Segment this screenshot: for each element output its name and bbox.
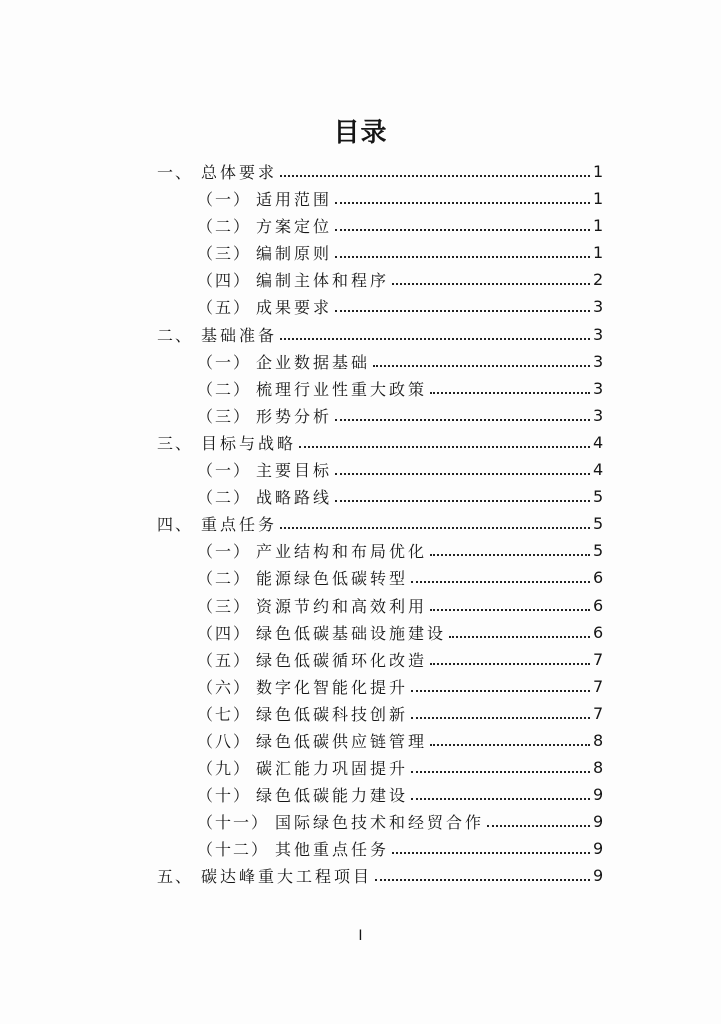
toc-entry-number: （一） — [197, 542, 252, 562]
toc-entry-line — [197, 619, 603, 646]
toc-entry-title: 总体要求 — [201, 163, 278, 182]
toc-entry-line — [197, 402, 603, 429]
toc-entry-number: （十） — [197, 786, 252, 806]
toc-dot-leader — [430, 609, 590, 611]
toc-entry-page: 2 — [593, 270, 604, 290]
toc-entry[interactable] — [0, 321, 721, 348]
toc-entry-line — [197, 212, 603, 239]
toc-entry-number: 四、 — [157, 515, 194, 535]
toc-entry-line — [197, 537, 603, 564]
toc-entry-line — [197, 592, 603, 619]
toc-entry-line — [157, 158, 603, 185]
toc-entry-line — [197, 348, 603, 375]
toc-entry-page: 6 — [593, 622, 604, 642]
toc-entry-page: 5 — [593, 541, 604, 561]
toc-entry-line — [197, 646, 603, 673]
toc-entry-page: 1 — [593, 243, 604, 263]
toc-entry-line — [197, 483, 603, 510]
toc-entry-number: （二） — [197, 569, 252, 589]
toc-entry-line — [197, 564, 603, 591]
toc-entry-line — [197, 754, 603, 781]
toc-entry-line — [197, 781, 603, 808]
toc-entry-page: 3 — [593, 297, 604, 317]
toc-entry-title: 绿色低碳循环化改造 — [256, 650, 428, 670]
toc-entry-page: 3 — [593, 405, 604, 425]
toc-entry-title: 碳达峰重大工程项目 — [201, 867, 373, 887]
toc-entry-line — [157, 862, 603, 889]
toc-entry-number: （六） — [197, 677, 252, 697]
toc-dot-leader — [280, 175, 590, 177]
toc-entry-page: 7 — [593, 703, 604, 723]
toc-dot-leader — [411, 798, 590, 800]
toc-entry-title: 重点任务 — [201, 515, 278, 535]
toc-entry-line — [197, 808, 603, 835]
toc-entry-number: （七） — [197, 704, 252, 724]
toc-entry-title: 目标与战略 — [201, 433, 297, 453]
toc-entry-line — [197, 456, 603, 483]
toc-dot-leader — [411, 690, 590, 692]
toc-entry-title: 能源绿色低碳转型 — [256, 569, 409, 589]
table-of-contents — [0, 158, 721, 890]
toc-entry-page: 6 — [593, 595, 604, 615]
toc-entry-page: 5 — [593, 514, 604, 534]
toc-dot-leader — [487, 825, 590, 827]
toc-entry-title: 绿色低碳能力建设 — [256, 786, 409, 806]
toc-entry-title: 基础准备 — [201, 325, 278, 345]
toc-entry-title: 其他重点任务 — [275, 840, 390, 860]
toc-dot-leader — [280, 338, 590, 340]
toc-dot-leader — [449, 636, 590, 638]
toc-dot-leader — [335, 256, 590, 258]
toc-entry-line — [157, 429, 603, 456]
toc-entry[interactable] — [0, 375, 721, 402]
page-number: I — [358, 928, 363, 944]
toc-entry-number: 五、 — [157, 867, 194, 887]
toc-entry-number: （二） — [197, 488, 252, 508]
toc-entry[interactable] — [0, 266, 721, 293]
toc-entry-number: （十二） — [197, 840, 270, 860]
toc-entry-number: （四） — [197, 271, 252, 291]
toc-entry[interactable] — [0, 592, 721, 619]
toc-title: 目录 — [333, 118, 388, 148]
toc-entry[interactable] — [0, 673, 721, 700]
toc-dot-leader — [430, 554, 590, 556]
toc-entry-line — [197, 239, 603, 266]
toc-entry[interactable] — [0, 564, 721, 591]
toc-dot-leader — [430, 392, 590, 394]
toc-dot-leader — [411, 717, 590, 719]
toc-entry-number: （二） — [197, 217, 252, 237]
toc-entry[interactable] — [0, 727, 721, 754]
toc-entry[interactable] — [0, 429, 721, 456]
toc-entry[interactable] — [0, 862, 721, 889]
toc-entry-number: （一） — [197, 461, 252, 481]
toc-entry-page: 7 — [593, 676, 604, 696]
toc-entry-number: 三、 — [157, 433, 194, 453]
toc-entry[interactable] — [0, 619, 721, 646]
toc-entry[interactable] — [0, 402, 721, 429]
toc-entry-number: （五） — [197, 650, 252, 670]
toc-dot-leader — [375, 879, 590, 881]
toc-entry-page: 5 — [593, 487, 604, 507]
toc-entry-title: 形势分析 — [256, 406, 333, 426]
toc-entry[interactable] — [0, 510, 721, 537]
toc-entry[interactable] — [0, 293, 721, 320]
toc-entry-title: 产业结构和布局优化 — [256, 542, 428, 562]
toc-entry-number: （五） — [197, 298, 252, 318]
toc-entry[interactable] — [0, 537, 721, 564]
toc-entry-page: 8 — [593, 758, 604, 778]
toc-dot-leader — [430, 744, 590, 746]
toc-entry[interactable] — [0, 483, 721, 510]
toc-entry-line — [197, 266, 603, 293]
toc-entry-number: （八） — [197, 731, 252, 751]
toc-entry-number: 一、 — [157, 163, 194, 182]
toc-entry-line — [197, 375, 603, 402]
toc-entry-page: 4 — [593, 460, 604, 480]
toc-entry-page: 1 — [593, 189, 604, 209]
toc-entry-number: （九） — [197, 759, 252, 779]
toc-entry-line — [197, 673, 603, 700]
toc-dot-leader — [280, 527, 590, 529]
toc-dot-leader — [335, 473, 590, 475]
toc-entry-number: （一） — [197, 190, 252, 210]
toc-entry-number: （三） — [197, 244, 252, 264]
toc-dot-leader — [335, 229, 590, 231]
toc-entry-title: 绿色低碳供应链管理 — [256, 731, 428, 751]
toc-entry-line — [157, 510, 603, 537]
toc-entry-line — [197, 727, 603, 754]
toc-entry-line — [157, 321, 603, 348]
toc-entry-line — [197, 835, 603, 862]
toc-dot-leader — [335, 500, 590, 502]
toc-entry-title: 碳汇能力巩固提升 — [256, 759, 409, 779]
toc-entry-page: 6 — [593, 568, 604, 588]
toc-entry-page: 9 — [593, 866, 604, 886]
toc-entry-number: （三） — [197, 596, 252, 616]
toc-entry-line — [197, 700, 603, 727]
toc-entry-number: 二、 — [157, 325, 194, 345]
toc-entry-title: 国际绿色技术和经贸合作 — [275, 813, 485, 833]
toc-entry-title: 成果要求 — [256, 298, 333, 318]
toc-entry-page: 9 — [593, 812, 604, 832]
toc-entry-title: 编制主体和程序 — [256, 271, 390, 291]
toc-dot-leader — [335, 202, 590, 204]
toc-entry[interactable] — [0, 808, 721, 835]
toc-entry[interactable] — [0, 700, 721, 727]
toc-dot-leader — [411, 771, 590, 773]
toc-entry-title: 主要目标 — [256, 461, 333, 481]
toc-entry-title: 绿色低碳科技创新 — [256, 704, 409, 724]
toc-dot-leader — [335, 419, 590, 421]
toc-entry-title: 方案定位 — [256, 217, 333, 237]
toc-entry[interactable] — [0, 835, 721, 862]
toc-entry-number: （十一） — [197, 813, 270, 833]
toc-entry[interactable] — [0, 158, 721, 185]
toc-entry-title: 编制原则 — [256, 244, 333, 264]
toc-entry-page: 8 — [593, 730, 604, 750]
toc-entry-page: 4 — [593, 432, 604, 452]
toc-entry-line — [197, 185, 603, 212]
toc-entry-page: 3 — [593, 351, 604, 371]
toc-entry-page: 1 — [593, 216, 604, 236]
toc-entry-title: 梳理行业性重大政策 — [256, 379, 428, 399]
toc-entry-title: 数字化智能化提升 — [256, 677, 409, 697]
toc-entry[interactable] — [0, 185, 721, 212]
toc-entry[interactable] — [0, 348, 721, 375]
toc-entry-title: 适用范围 — [256, 190, 333, 210]
toc-entry[interactable] — [0, 456, 721, 483]
toc-entry-title: 企业数据基础 — [256, 352, 371, 372]
toc-entry-page: 9 — [593, 839, 604, 859]
toc-dot-leader — [392, 283, 590, 285]
toc-entry-page: 3 — [593, 378, 604, 398]
toc-entry-line — [197, 293, 603, 320]
toc-entry-number: （三） — [197, 406, 252, 426]
toc-entry-page: 1 — [593, 162, 604, 181]
toc-entry-number: （一） — [197, 352, 252, 372]
toc-entry[interactable] — [0, 239, 721, 266]
toc-entry-page: 7 — [593, 649, 604, 669]
toc-dot-leader — [335, 310, 590, 312]
toc-entry[interactable] — [0, 754, 721, 781]
toc-entry-title: 战略路线 — [256, 488, 333, 508]
toc-dot-leader — [430, 663, 590, 665]
toc-entry-number: （四） — [197, 623, 252, 643]
toc-dot-leader — [411, 581, 590, 583]
toc-entry[interactable] — [0, 781, 721, 808]
toc-dot-leader — [392, 852, 590, 854]
toc-entry-page: 3 — [593, 324, 604, 344]
toc-entry-number: （二） — [197, 379, 252, 399]
toc-dot-leader — [373, 365, 590, 367]
toc-dot-leader — [299, 446, 590, 448]
toc-entry-title: 绿色低碳基础设施建设 — [256, 623, 447, 643]
toc-entry[interactable] — [0, 212, 721, 239]
toc-entry[interactable] — [0, 646, 721, 673]
toc-entry-page: 9 — [593, 785, 604, 805]
toc-entry-title: 资源节约和高效利用 — [256, 596, 428, 616]
